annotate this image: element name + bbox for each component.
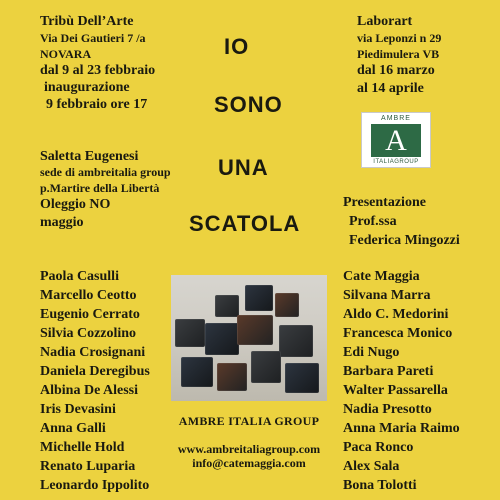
venue-name: Saletta Eugenesi: [40, 149, 139, 164]
cube-shape: [175, 319, 205, 347]
artists-list-right: [343, 267, 460, 495]
cube-shape: [181, 357, 213, 387]
presenter-title: Prof.ssa: [349, 214, 397, 229]
venue-block-novara: [40, 13, 155, 113]
artist-name: Silvana Marra: [343, 288, 431, 303]
artist-name: Anna Galli: [40, 421, 106, 436]
cube-shape: [275, 293, 299, 317]
title-line-2: SONO: [214, 92, 283, 117]
cube-shape: [279, 325, 313, 357]
cube-shape: [251, 351, 281, 383]
artist-name: Edi Nugo: [343, 345, 400, 360]
artist-name: Cate Maggia: [343, 269, 420, 284]
artist-name: Walter Passarella: [343, 383, 448, 398]
title-line-1: IO: [224, 34, 250, 59]
cube-shape: [217, 363, 247, 391]
artist-name: Renato Luparia: [40, 459, 136, 474]
artist-name: Michelle Hold: [40, 440, 125, 455]
opening-label: inaugurazione: [44, 80, 130, 95]
logo-bottom-text: ITALIAGROUP: [373, 159, 419, 165]
venue-address: via Leponzi n 29: [357, 31, 442, 45]
email-link[interactable]: info@catemaggia.com: [192, 456, 306, 470]
venue-name: Laborart: [357, 14, 413, 29]
artists-list-left: [40, 267, 150, 495]
artist-name: Nadia Crosignani: [40, 345, 146, 360]
venue-name: Tribù Dell’Arte: [40, 14, 134, 29]
logo-top-text: AMBRE: [381, 115, 411, 122]
venue-month: maggio: [40, 215, 84, 230]
venue-address: Via Dei Gautieri 7 /a: [40, 31, 146, 45]
cube-shape: [205, 323, 239, 355]
artist-name: Aldo C. Medorini: [343, 307, 449, 322]
venue-dates: dal 9 al 23 febbraio: [40, 63, 156, 78]
ambre-italia-group-logo: [361, 112, 431, 168]
venue-dates-end: al 14 aprile: [357, 81, 424, 96]
venue-block-piedimulera: [357, 13, 441, 98]
venue-block-oleggio: [40, 148, 171, 231]
website-link[interactable]: www.ambreitaliagroup.com: [177, 442, 321, 456]
venue-city: Piedimulera VB: [357, 47, 440, 61]
cube-shape: [245, 285, 273, 311]
cube-shape: [285, 363, 319, 393]
artist-name: Anna Maria Raimo: [343, 421, 460, 436]
venue-address: p.Martire della Libertà: [40, 181, 160, 195]
artist-name: Bona Tolotti: [343, 478, 417, 493]
artist-name: Eugenio Cerrato: [40, 307, 140, 322]
artist-name: Alex Sala: [343, 459, 400, 474]
artist-name: Barbara Pareti: [343, 364, 434, 379]
artist-name: Nadia Presotto: [343, 402, 432, 417]
venue-dates-start: dal 16 marzo: [357, 63, 435, 78]
artist-name: Francesca Monico: [343, 326, 453, 341]
cubes-photo: [171, 275, 327, 401]
venue-city: Oleggio NO: [40, 197, 111, 212]
organizer-block: [166, 414, 332, 470]
venue-city: NOVARA: [40, 47, 92, 61]
cube-shape: [237, 315, 273, 345]
presenter-name: Federica Mingozzi: [349, 233, 460, 248]
organizer-name: AMBRE ITALIA GROUP: [178, 414, 320, 428]
presentation-heading: Presentazione: [343, 195, 426, 210]
title-line-3: UNA: [218, 155, 269, 180]
artist-name: Albina De Alessi: [40, 383, 139, 398]
artist-name: Leonardo Ippolito: [40, 478, 150, 493]
artist-name: Paola Casulli: [40, 269, 119, 284]
artist-name: Daniela Deregibus: [40, 364, 150, 379]
artist-name: Iris Devasini: [40, 402, 116, 417]
artist-name: Marcello Ceotto: [40, 288, 137, 303]
opening-time: 9 febbraio ore 17: [46, 97, 148, 112]
venue-sede: sede di ambreitalia group: [40, 165, 171, 179]
cube-shape: [215, 295, 239, 317]
title-line-4: SCATOLA: [189, 211, 301, 236]
presentation-block: [343, 193, 460, 250]
artist-name: Silvia Cozzolino: [40, 326, 137, 341]
artist-name: Paca Ronco: [343, 440, 414, 455]
logo-letter-mark: A: [371, 124, 421, 157]
